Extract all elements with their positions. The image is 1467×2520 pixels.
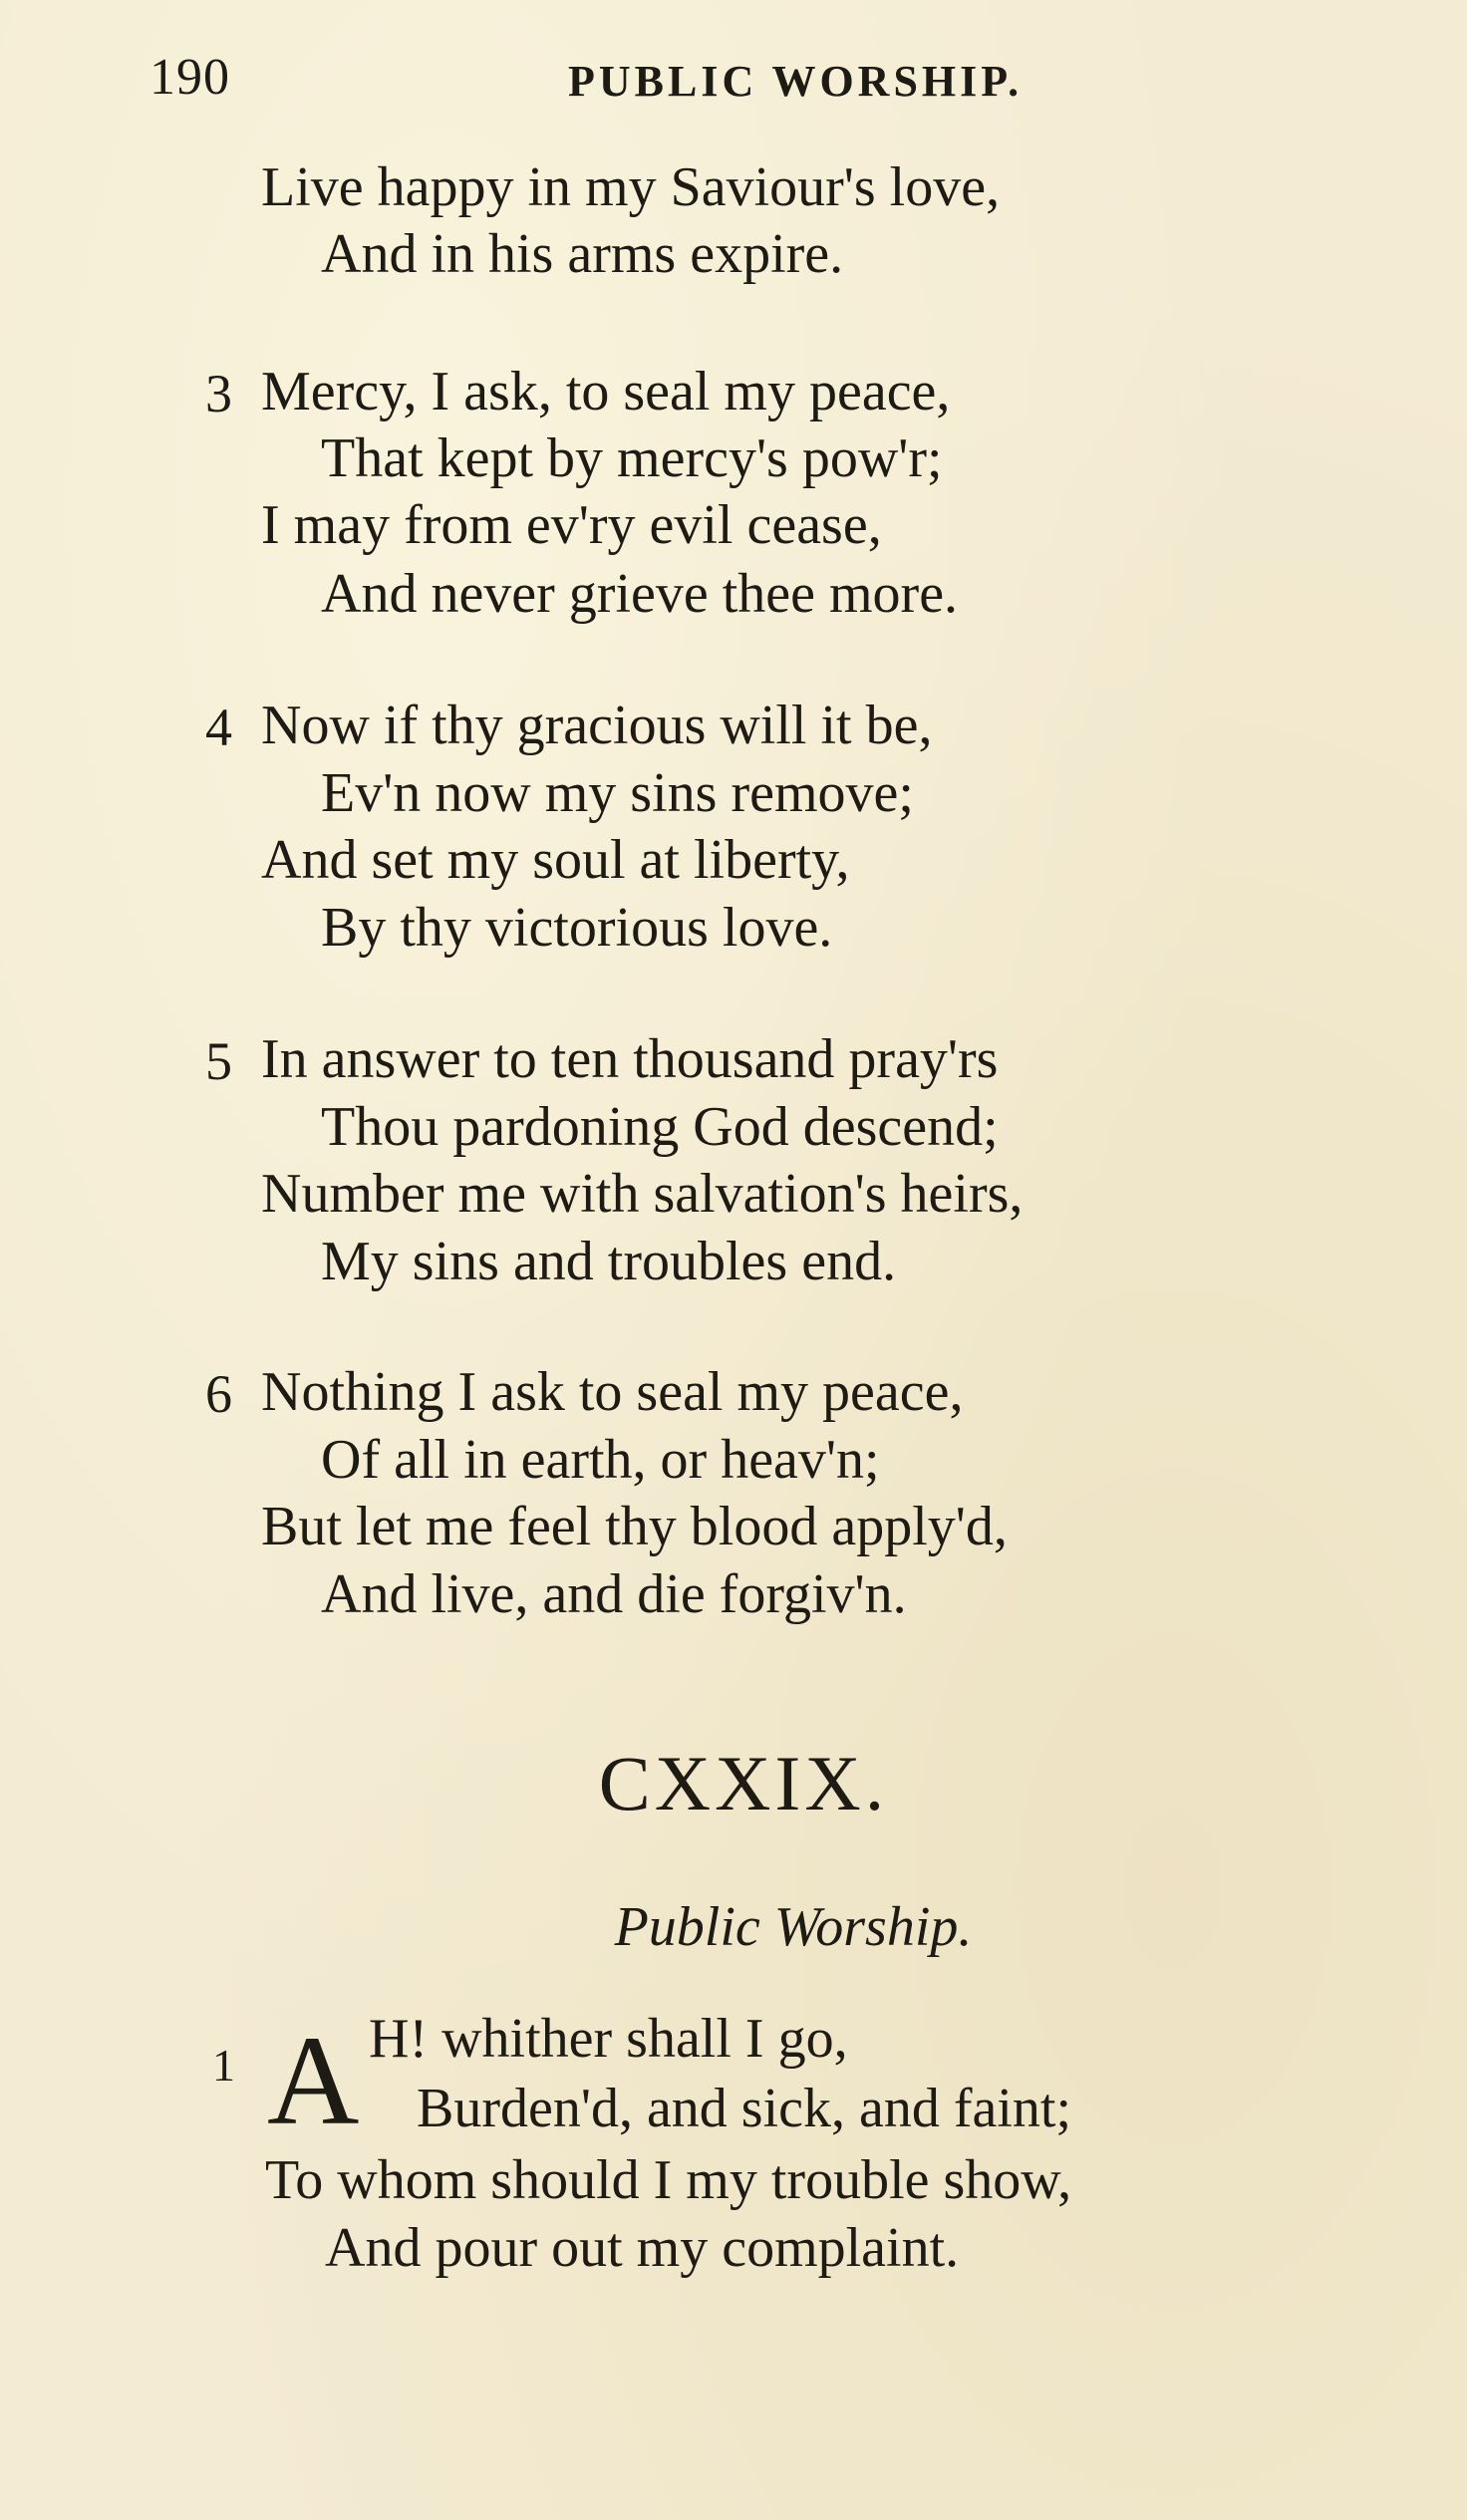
verse-line: That kept by mercy's pow'r;: [321, 427, 943, 489]
stanza-number: 1: [212, 2040, 235, 2091]
verse-line: But let me feel thy blood apply'd,: [261, 1496, 1008, 1557]
verse-line: Thou pardoning God descend;: [321, 1096, 999, 1158]
verse-line: H! whither shall I go,: [369, 2008, 848, 2070]
stanza-number: 3: [205, 364, 232, 423]
verse-line: My sins and troubles end.: [321, 1231, 897, 1292]
verse-line: And set my soul at liberty,: [261, 829, 850, 891]
verse-line: Ev'n now my sins remove;: [321, 762, 914, 824]
verse-line: In answer to ten thousand pray'rs: [261, 1028, 999, 1090]
running-title: PUBLIC WORSHIP.: [568, 57, 1024, 106]
hymn-number: CXXIX.: [598, 1740, 889, 1826]
verse-line: Of all in earth, or heav'n;: [321, 1429, 880, 1491]
verse-line: Mercy, I ask, to seal my peace,: [261, 361, 951, 422]
verse-line: Burden'd, and sick, and faint;: [417, 2078, 1072, 2139]
verse-line: Now if thy gracious will it be,: [261, 695, 933, 756]
verse-line: To whom should I my trouble show,: [265, 2149, 1072, 2211]
drop-cap: A: [267, 2010, 360, 2151]
verse-line: Nothing I ask to seal my peace,: [261, 1361, 964, 1423]
verse-line: And in his arms expire.: [321, 223, 844, 285]
page-number: 190: [149, 49, 230, 106]
verse-line: Number me with salvation's heirs,: [261, 1163, 1024, 1225]
stanza-number: 5: [205, 1031, 232, 1091]
verse-line: I may from ev'ry evil cease,: [261, 494, 882, 556]
verse-line: And pour out my complaint.: [325, 2217, 960, 2279]
verse-line: And live, and die forgiv'n.: [321, 1563, 907, 1625]
verse-line: By thy victorious love.: [321, 897, 833, 959]
verse-line: And never grieve thee more.: [321, 563, 959, 625]
running-head: [149, 48, 1296, 118]
stanza-number: 4: [205, 698, 232, 757]
stanza-number: 6: [205, 1364, 232, 1424]
hymn-title: Public Worship.: [614, 1896, 973, 1958]
verse-line: Live happy in my Saviour's love,: [261, 156, 1001, 218]
